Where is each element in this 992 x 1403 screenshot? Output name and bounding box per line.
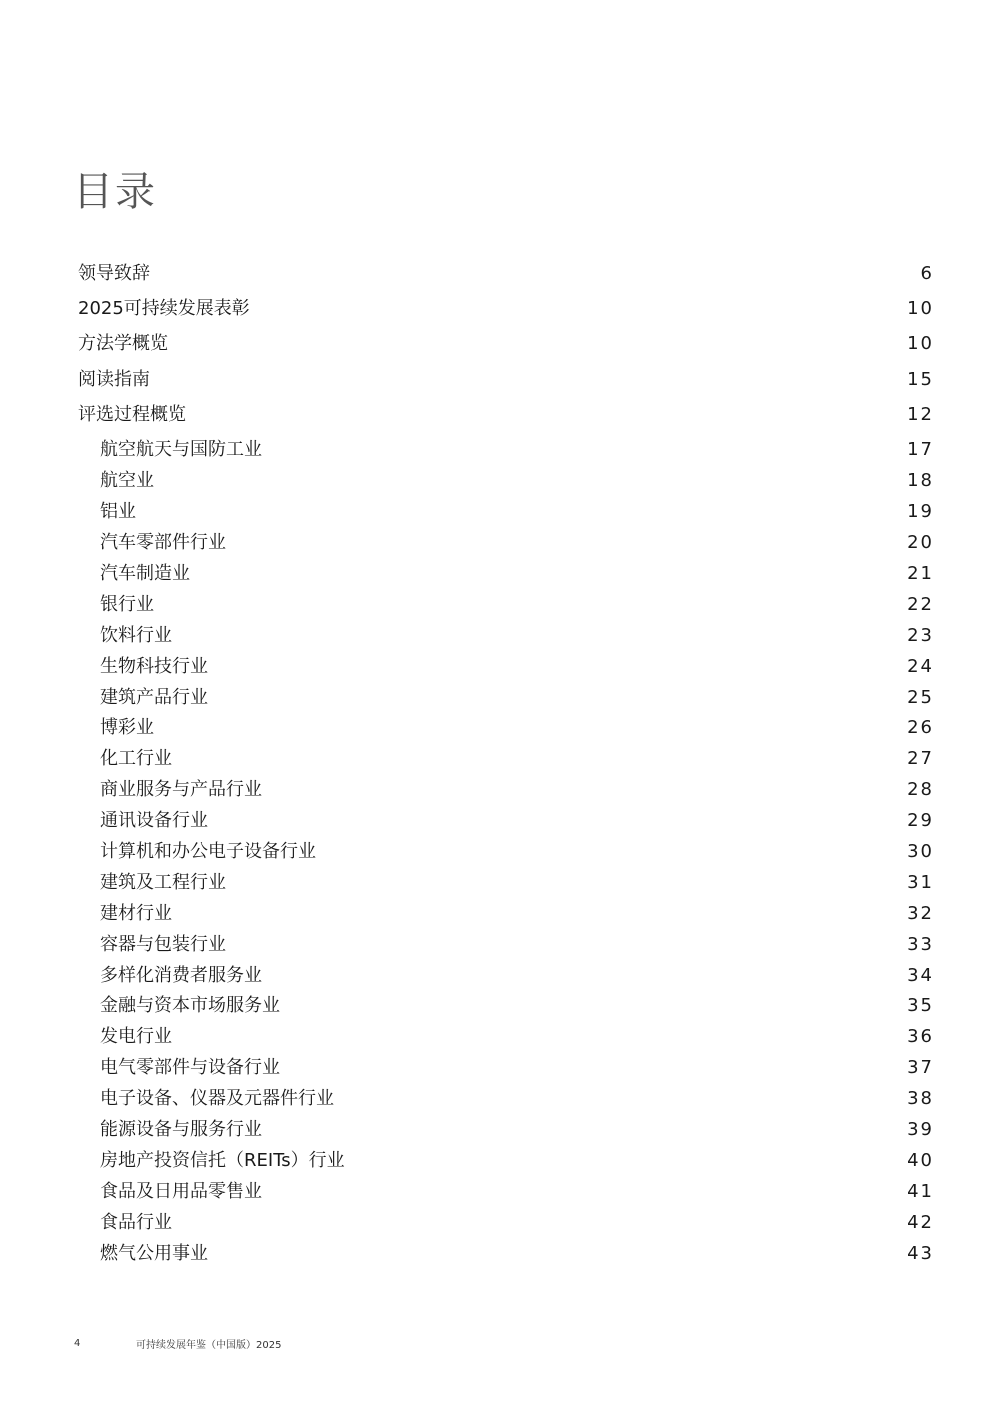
toc-entry-page-number: 33	[907, 933, 934, 955]
toc-entry[interactable]	[78, 327, 934, 362]
toc-entry-page-number: 10	[907, 298, 934, 320]
toc-entry[interactable]	[78, 991, 934, 1022]
toc-entry-page-number: 29	[907, 810, 934, 832]
toc-entry-label: 化工行业	[100, 748, 172, 770]
toc-entry-label: 商业服务与产品行业	[100, 779, 262, 801]
toc-entry-label: 评选过程概览	[78, 404, 186, 426]
toc-entry-page-number: 40	[907, 1149, 934, 1171]
toc-entry[interactable]	[78, 1176, 934, 1207]
footer-publication-title: 可持续发展年鉴（中国版）2025	[136, 1340, 282, 1351]
toc-entry-page-number: 19	[907, 501, 934, 523]
toc-entry[interactable]	[78, 929, 934, 960]
toc-entry[interactable]	[78, 497, 934, 528]
toc-entry-label: 食品及日用品零售业	[100, 1180, 262, 1202]
toc-entry[interactable]	[78, 1115, 934, 1146]
toc-entry-page-number: 6	[920, 262, 934, 284]
toc-entry-label: 2025可持续发展表彰	[78, 298, 250, 320]
toc-entry[interactable]	[78, 1238, 934, 1269]
toc-entry-page-number: 36	[907, 1026, 934, 1048]
toc-entry[interactable]	[78, 1053, 934, 1084]
toc-entry-page-number: 31	[907, 871, 934, 893]
page-footer	[74, 1336, 281, 1351]
toc-entry[interactable]	[78, 466, 934, 497]
toc-entry-label: 食品行业	[100, 1211, 172, 1233]
toc-entry[interactable]	[78, 256, 934, 291]
toc-entry-page-number: 15	[907, 368, 934, 390]
toc-entry[interactable]	[78, 806, 934, 837]
toc-entry-page-number: 42	[907, 1211, 934, 1233]
toc-entry-label: 铝业	[100, 501, 136, 523]
toc-entry-page-number: 26	[907, 717, 934, 739]
toc-entry[interactable]	[78, 291, 934, 326]
toc-main-section	[78, 256, 934, 433]
toc-entry[interactable]	[78, 559, 934, 590]
toc-entry[interactable]	[78, 620, 934, 651]
toc-entry-label: 饮料行业	[100, 624, 172, 646]
toc-entry[interactable]	[78, 1084, 934, 1115]
toc-entry-page-number: 27	[907, 748, 934, 770]
toc-entry[interactable]	[78, 713, 934, 744]
toc-entry-label: 银行业	[100, 593, 154, 615]
toc-entry[interactable]	[78, 1022, 934, 1053]
toc-entry-page-number: 24	[907, 655, 934, 677]
toc-entry-label: 发电行业	[100, 1026, 172, 1048]
toc-entry-label: 计算机和办公电子设备行业	[100, 840, 316, 862]
toc-entry-label: 汽车零部件行业	[100, 532, 226, 554]
toc-entry-page-number: 35	[907, 995, 934, 1017]
toc-entry[interactable]	[78, 960, 934, 991]
toc-entry-page-number: 37	[907, 1057, 934, 1079]
toc-entry-page-number: 34	[907, 964, 934, 986]
toc-entry-label: 金融与资本市场服务业	[100, 995, 280, 1017]
toc-entry[interactable]	[78, 898, 934, 929]
toc-entry[interactable]	[78, 744, 934, 775]
toc-entry-label: 燃气公用事业	[100, 1242, 208, 1264]
toc-entry[interactable]	[78, 435, 934, 466]
toc-entry-label: 建材行业	[100, 902, 172, 924]
toc-entry-label: 航空航天与国防工业	[100, 439, 262, 461]
page-title: 目录	[73, 169, 157, 215]
table-of-contents	[78, 256, 934, 1269]
toc-entry-label: 方法学概览	[78, 333, 168, 355]
toc-entry-label: 电子设备、仪器及元器件行业	[100, 1088, 334, 1110]
toc-entry[interactable]	[78, 1207, 934, 1238]
toc-entry-label: 房地产投资信托（REITs）行业	[100, 1149, 345, 1171]
toc-entry[interactable]	[78, 528, 934, 559]
toc-entry-page-number: 41	[907, 1180, 934, 1202]
toc-entry-label: 建筑产品行业	[100, 686, 208, 708]
toc-entry-label: 领导致辞	[78, 262, 150, 284]
toc-entry-label: 生物科技行业	[100, 655, 208, 677]
toc-entry[interactable]	[78, 775, 934, 806]
toc-entry-label: 博彩业	[100, 717, 154, 739]
toc-entry-page-number: 25	[907, 686, 934, 708]
toc-entry-page-number: 23	[907, 624, 934, 646]
toc-entry[interactable]	[78, 837, 934, 868]
toc-entry[interactable]	[78, 398, 934, 433]
toc-entry[interactable]	[78, 589, 934, 620]
toc-entry[interactable]	[78, 682, 934, 713]
toc-entry-label: 阅读指南	[78, 368, 150, 390]
toc-entry-label: 能源设备与服务行业	[100, 1118, 262, 1140]
toc-entry[interactable]	[78, 1145, 934, 1176]
footer-page-number: 4	[74, 1338, 81, 1349]
toc-entry-page-number: 10	[907, 333, 934, 355]
toc-entry-page-number: 39	[907, 1118, 934, 1140]
toc-entry-page-number: 17	[907, 439, 934, 461]
toc-entry-page-number: 12	[907, 404, 934, 426]
toc-entry-label: 容器与包装行业	[100, 933, 226, 955]
toc-entry-page-number: 21	[907, 562, 934, 584]
toc-entry-page-number: 22	[907, 593, 934, 615]
toc-entry-page-number: 30	[907, 840, 934, 862]
toc-entry[interactable]	[78, 867, 934, 898]
toc-entry[interactable]	[78, 651, 934, 682]
toc-entry-label: 通讯设备行业	[100, 810, 208, 832]
toc-entry-label: 多样化消费者服务业	[100, 964, 262, 986]
toc-entry-label: 汽车制造业	[100, 562, 190, 584]
toc-entry-page-number: 20	[907, 532, 934, 554]
toc-entry[interactable]	[78, 362, 934, 397]
toc-entry-label: 航空业	[100, 470, 154, 492]
toc-entry-label: 建筑及工程行业	[100, 871, 226, 893]
toc-entry-page-number: 18	[907, 470, 934, 492]
toc-entry-page-number: 32	[907, 902, 934, 924]
toc-entry-page-number: 43	[907, 1242, 934, 1264]
toc-entry-page-number: 38	[907, 1088, 934, 1110]
toc-sub-section	[78, 435, 934, 1269]
toc-entry-label: 电气零部件与设备行业	[100, 1057, 280, 1079]
toc-entry-page-number: 28	[907, 779, 934, 801]
